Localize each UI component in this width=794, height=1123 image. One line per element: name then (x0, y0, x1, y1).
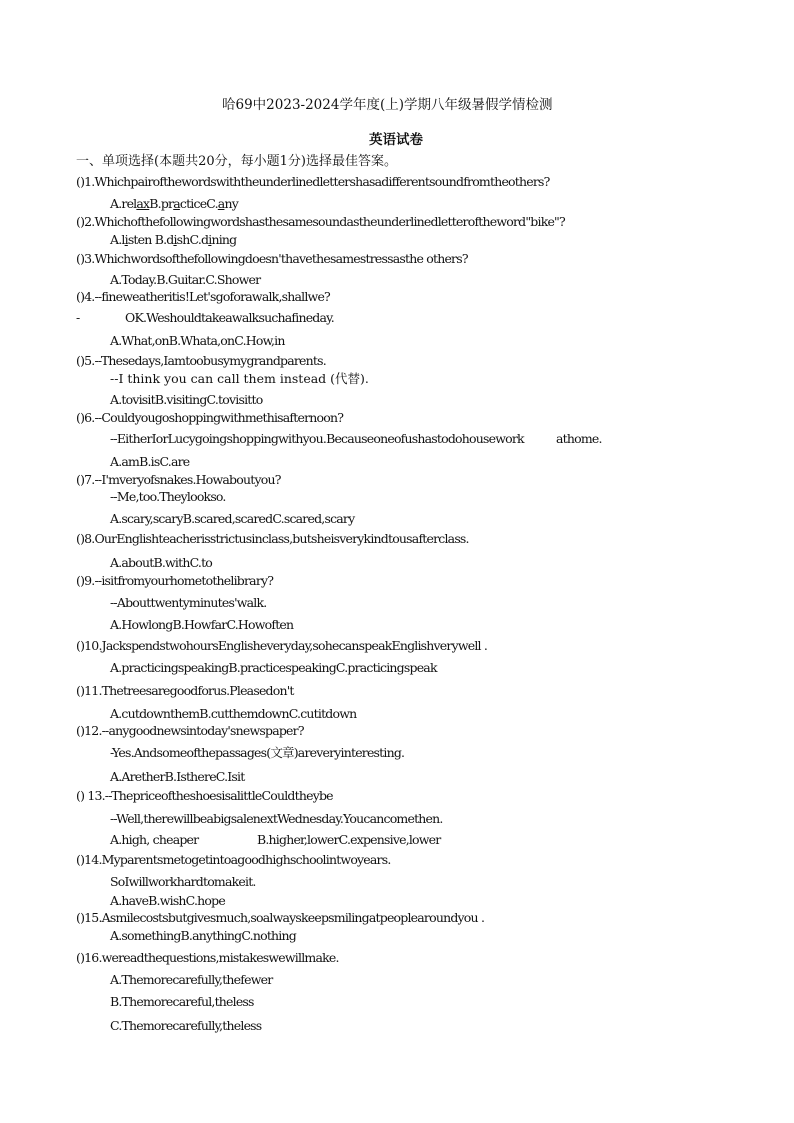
q10-stem: ()10.JackspendstwohoursEnglisheveryday,sohecanspeakEnglishverywell . (76, 638, 488, 653)
q1-c-underline: a (217, 196, 225, 211)
q4-options: A.What,onB.Whata,onC.How,in (110, 333, 285, 348)
q3-options: A.Today.B.Guitar.C.Shower (110, 272, 261, 287)
q2-b-underline: i (173, 232, 177, 247)
q12-answer: -Yes.Andsomeofthepassages(文章)areveryinteresting. (110, 745, 405, 760)
q5-answer: --I think you can call them instead (代替). (110, 371, 369, 386)
q4-dash: - (76, 310, 80, 325)
q8-options: A.aboutB.withC.to (110, 555, 213, 570)
q12-stem: ()12.--anygoodnewsintoday'snewspaper? (76, 723, 304, 738)
q16-stem: ()16.wereadthequestions,mistakeswewillmake. (76, 950, 339, 965)
q14-options: A.haveB.wishC.hope (110, 893, 225, 908)
q1-b-underline: a (173, 196, 180, 211)
q16-option-c: C.Themorecarefully,theless (110, 1018, 262, 1033)
q7-stem: ()7.--I'mveryofsnakes.Howaboutyou? (76, 472, 281, 487)
q4-stem: ()4.--fineweatheritis!Let'sgoforawalk,shallwe? (76, 289, 330, 304)
q8-stem: ()8.OurEnglishteacherisstrictusinclass,butsheisverykindtousafterclass. (76, 531, 469, 546)
exam-title: 哈69中2023-2024学年度(上)学期八年级暑假学情检测 (222, 97, 553, 113)
section-heading: 一、单项选择(本题共20分，每小题1分)选择最佳答案。 (76, 154, 397, 169)
q6-options: A.amB.isC.are (110, 454, 190, 469)
q5-options: A.tovisitB.visitingC.tovisitto (110, 392, 263, 407)
q14-stem: ()14.Myparentsmetogetintoagoodhighschoolintwoyears. (76, 852, 391, 867)
q7-answer: --Me,too.Theylookso. (110, 489, 226, 504)
q11-options: A.cutdownthemB.cutthemdownC.cutitdown (110, 706, 357, 721)
q13-stem: () 13.--ThepriceoftheshoesisalittleCouldtheybe (76, 788, 333, 803)
q7-options: A.scary,scaryB.scared,scaredC.scared,scary (110, 511, 355, 526)
q16-option-a: A.Themorecarefully,thefewer (110, 972, 273, 987)
q6-answer: --EitherIorLucygoingshoppingwithyou.Becauseoneofushastodohousework (110, 431, 524, 446)
q16-option-b: B.Themorecareful,theless (110, 994, 254, 1009)
q15-options: A.somethingB.anythingC.nothing (110, 928, 296, 943)
q12-options: A.AretherB.IsthereC.Isit (110, 769, 245, 784)
q9-options: A.HowlongB.HowfarC.Howoften (110, 617, 294, 632)
q10-options: A.practicingspeakingB.practicespeakingC.practicingspeak (110, 660, 437, 675)
q9-stem: ()9.--isitfromyourhometothelibrary? (76, 573, 274, 588)
q2-stem: ()2.Whichofthefollowingwordshasthesamesoundastheunderlinedletteroftheword"bike"? (76, 214, 565, 229)
q2-options: A.listen B.dishC.dining (110, 232, 237, 247)
q6-stem: ()6.--Couldyougoshoppingwithmethisafternoon? (76, 410, 344, 425)
q14-answer: SoIwillworkhardtomakeit. (110, 874, 256, 889)
q4-answer: OK.Weshouldtakeawalksuchafineday. (125, 310, 334, 325)
subject-title: 英语试卷 (369, 132, 423, 148)
q13-answer: --Well,therewillbeabigsalenextWednesday.Youcancomethen. (110, 811, 443, 826)
q2-a-underline: i (124, 232, 128, 247)
q5-stem: ()5.--Thesedays,Iamtoobusymygrandparents. (76, 353, 326, 368)
q11-stem: ()11.Thetreesaregoodforus.Pleasedon't (76, 683, 294, 698)
q1-a-underline: ax (136, 196, 150, 211)
q15-stem: ()15.Asmilecostsbutgivesmuch,soalwayskeepsmilingatpeoplearoundyou . (76, 910, 485, 925)
q2-c-underline: i (208, 232, 212, 247)
q1-options: A.relaxB.practiceC.any (110, 196, 238, 211)
q3-stem: ()3.Whichwordsofthefollowingdoesn'thavethesamestressasthe others? (76, 251, 468, 266)
q13-option-a: A.high, cheaper (110, 832, 199, 847)
q1-stem: ()1.Whichpairofthewordswiththeunderlinedlettershasadifferentsoundfromtheothers? (76, 174, 550, 189)
q9-answer: --Abouttwentyminutes'walk. (110, 595, 267, 610)
q6-answer-tail: athome. (556, 431, 602, 446)
q13-option-bc: B.higher,lowerC.expensive,lower (257, 832, 441, 847)
